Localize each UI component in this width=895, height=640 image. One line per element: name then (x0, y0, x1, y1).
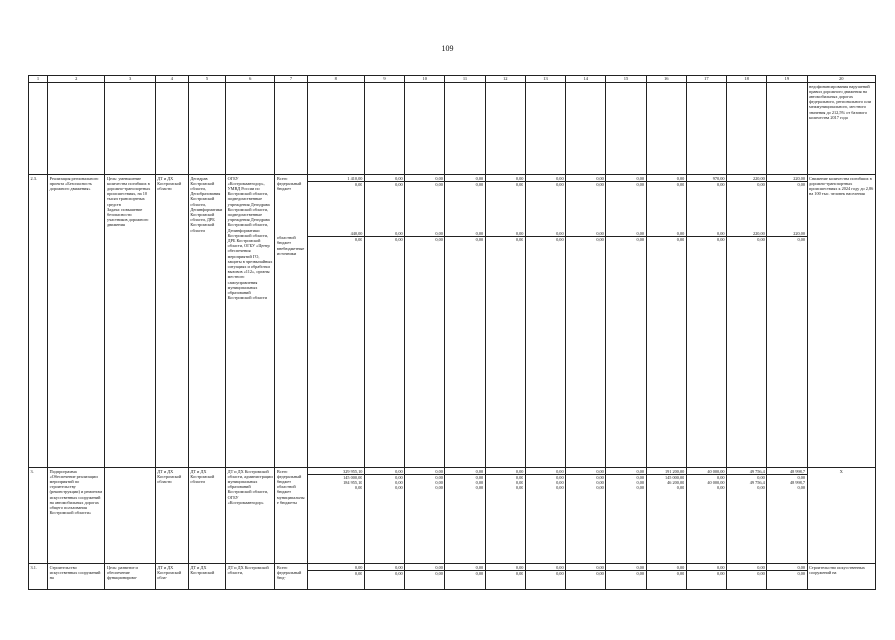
value-cell-col-18 (727, 175, 767, 468)
value: 0,00 (405, 231, 444, 237)
column-number-row (29, 76, 876, 83)
result-text: недофинансирования нарушений правил дорожного движения на автомобильных дорогах федерального, регионального или межмуниципального, местного значения до 212,5% от базового количества 2017 года (807, 83, 875, 175)
value: 0,00 (486, 176, 525, 182)
value: 0,00 (566, 231, 605, 237)
value-cell-col-12 (485, 468, 525, 564)
value: 0,00 (596, 479, 604, 485)
value: 0,00 (566, 469, 605, 475)
value: 0,00 (676, 485, 685, 491)
value: 0,00 (757, 474, 765, 480)
value-cell-col-9 (364, 175, 404, 468)
value-cell-col-17 (686, 175, 726, 468)
value-cell-col-13 (525, 175, 565, 468)
value: 0,00 (405, 469, 444, 475)
value: 0,00 (797, 474, 806, 480)
value: 49 756,4 (749, 479, 765, 485)
value: 0,00 (475, 485, 484, 491)
task-text: Задача: повышение безопасности участников дорожного движения (106, 206, 149, 228)
measure-name: Реализация регионального проекта «Безопасность дорожного движения» (48, 175, 105, 468)
value: 0,00 (797, 485, 806, 491)
value: 0,00 (606, 469, 645, 475)
value: 46 200,00 (667, 479, 685, 485)
value-cell-col-11 (445, 175, 485, 468)
value-cell-col-16 (646, 468, 686, 564)
executor: ДТ и ДХ Костромской (188, 564, 225, 590)
value: 0,00 (596, 570, 604, 576)
value: 0,00 (475, 181, 484, 187)
value: 48 998,7 (767, 469, 806, 475)
value-cell-col-8 (307, 468, 364, 564)
value: 0,00 (515, 181, 524, 187)
coexecutor: ДТ и ДХ Костромской области (155, 468, 188, 564)
value: 0,00 (486, 565, 525, 571)
value-cell-col-16 (646, 175, 686, 468)
row-number: 3. (29, 468, 48, 564)
value-cell-col-10 (405, 175, 445, 468)
value: 0,00 (445, 231, 484, 237)
result-text: X (807, 468, 875, 564)
column-number: 5 (188, 76, 225, 83)
row-3 (29, 468, 876, 564)
value: 191 200,00 (647, 469, 686, 475)
value: 220,00 (767, 176, 806, 182)
value: 0,00 (435, 570, 443, 576)
value-cell-col-13 (525, 564, 565, 590)
value: 0,00 (687, 231, 726, 237)
source-label: федеральный бюджет (276, 180, 302, 191)
value: 0,00 (596, 237, 604, 243)
goal-task: Цель: развитие и обеспечение функционирова- (105, 564, 155, 590)
value-cell-col-13 (525, 468, 565, 564)
value: 0,00 (365, 565, 404, 571)
value: 0,00 (354, 485, 363, 491)
participants: ДТ и ДХ Костромской области, администрации муниципальных образований Костромской области, ОГБУ «Костромаавтодор» (226, 468, 275, 564)
column-number: 19 (767, 76, 807, 83)
value-cell-col-19 (767, 175, 807, 468)
value: 0,00 (395, 474, 403, 480)
column-number: 12 (485, 76, 525, 83)
value: 0,00 (556, 237, 564, 243)
value: 0,00 (606, 176, 645, 182)
value: 0,00 (757, 485, 765, 491)
value: 0,00 (475, 474, 484, 480)
value: 145 000,00 (343, 474, 363, 480)
page-number: 109 (441, 44, 454, 53)
value: 1 410,00 (308, 176, 364, 182)
value: 0,00 (566, 565, 605, 571)
source-label: федеральный бюджет (276, 473, 302, 484)
row-number: 3.1. (29, 564, 48, 590)
value: 0,00 (647, 565, 686, 571)
value: 0,00 (636, 570, 645, 576)
value-cell-col-15 (606, 175, 646, 468)
value: 0,00 (636, 485, 645, 491)
goal-text: Цель: уменьшение количества погибших в дорожно-транспортных происшествиях, на 10 тысяч транспортных средств (106, 175, 151, 207)
value: 0,00 (556, 570, 564, 576)
value-cell-col-9 (364, 468, 404, 564)
value: 0,00 (757, 237, 765, 243)
value: 0,00 (556, 181, 564, 187)
value-cell-col-16 (646, 564, 686, 590)
value: 0,00 (354, 570, 363, 576)
measure-name: Строительство искусственных сооружений на (48, 564, 105, 590)
value-cell-col-8 (307, 175, 364, 468)
value: 0,00 (636, 474, 645, 480)
value: 220,00 (767, 231, 806, 237)
column-number: 8 (307, 76, 364, 83)
value: 0,00 (647, 231, 686, 237)
column-number: 4 (155, 76, 188, 83)
column-number: 11 (445, 76, 485, 83)
value-cell-col-14 (566, 175, 606, 468)
value: 0,00 (445, 469, 484, 475)
column-number: 6 (226, 76, 275, 83)
value: 0,00 (365, 469, 404, 475)
value: 0,00 (757, 570, 765, 576)
value: 0,00 (405, 176, 444, 182)
column-number: 14 (566, 76, 606, 83)
column-number: 3 (105, 76, 155, 83)
value: 0,00 (475, 479, 484, 485)
value: 0,00 (354, 181, 363, 187)
value-cell-col-17 (686, 564, 726, 590)
column-number: 15 (606, 76, 646, 83)
value-cell-col-17 (686, 468, 726, 564)
column-number: 17 (686, 76, 726, 83)
value: 0,00 (797, 237, 806, 243)
value: 0,00 (405, 565, 444, 571)
source-label: Всего (276, 564, 288, 570)
value-cell-col-11 (445, 564, 485, 590)
value-cell-col-12 (485, 175, 525, 468)
source-label: областной бюджет (276, 235, 296, 246)
value: 0,00 (717, 485, 725, 491)
value: 0,00 (797, 570, 806, 576)
value: 0,00 (526, 231, 565, 237)
source-label: муниципальные бюджеты (276, 494, 305, 505)
value: 329 955,10 (308, 469, 364, 475)
value: 0,00 (475, 570, 484, 576)
value: 0,00 (757, 181, 765, 187)
value: 0,00 (435, 479, 443, 485)
value-cell-col-14 (566, 468, 606, 564)
value: 0,00 (526, 469, 565, 475)
value: 145 000,00 (664, 474, 685, 480)
value-cell-col-10 (405, 564, 445, 590)
value: 0,00 (308, 565, 364, 571)
value: 0,00 (445, 565, 484, 571)
executor: ДТ и ДХ Костромской области (188, 468, 225, 564)
value: 0,00 (526, 565, 565, 571)
value: 0,00 (636, 181, 645, 187)
value: 0,00 (687, 565, 726, 571)
value: 0,00 (636, 237, 645, 243)
row-number: 2.3. (29, 175, 48, 468)
value: 0,00 (566, 176, 605, 182)
value: 0,00 (395, 181, 403, 187)
source-label: внебюджетные источники (276, 245, 305, 256)
value: 0,00 (717, 181, 725, 187)
value-cell-col-9 (364, 564, 404, 590)
value: 0,00 (596, 485, 604, 491)
value: 0,00 (515, 485, 524, 491)
row-3-1 (29, 564, 876, 590)
column-number: 10 (405, 76, 445, 83)
value: 0,00 (676, 570, 685, 576)
value: 0,00 (475, 237, 484, 243)
value: 49 756,4 (727, 469, 766, 475)
value: 0,00 (515, 237, 524, 243)
source-label: Всего (276, 175, 288, 181)
value-cell-col-15 (606, 468, 646, 564)
value: 0,00 (515, 570, 524, 576)
value: 0,00 (486, 231, 525, 237)
coexecutor: ДТ и ДХ Костромской области (155, 175, 188, 468)
value: 0,00 (727, 565, 766, 571)
value: 0,00 (486, 469, 525, 475)
value: 0,00 (515, 479, 524, 485)
value: 440,00 (308, 231, 364, 237)
value: 0,00 (395, 485, 403, 491)
value: 220,00 (727, 231, 766, 237)
coexecutor: ДТ и ДХ Костромской обла- (155, 564, 188, 590)
value: 0,00 (354, 237, 363, 243)
value: 0,00 (556, 474, 564, 480)
value-cell-col-15 (606, 564, 646, 590)
value: 0,00 (596, 181, 604, 187)
result-text: Строительство искусственных сооружений на (807, 564, 875, 590)
source-label: федеральный бюд- (276, 569, 302, 580)
funding-sources (275, 564, 307, 590)
goal-task (105, 468, 155, 564)
program-table (28, 75, 876, 590)
value: 0,00 (515, 474, 524, 480)
source-label: Всего (276, 468, 288, 474)
column-number: 18 (727, 76, 767, 83)
value: 48 998,7 (789, 479, 806, 485)
value: 220,00 (727, 176, 766, 182)
column-number: 2 (48, 76, 105, 83)
value: 40 000,00 (687, 469, 726, 475)
value: 0,00 (717, 237, 725, 243)
value: 0,00 (797, 181, 806, 187)
column-number: 1 (29, 76, 48, 83)
value: 0,00 (606, 231, 645, 237)
goal-task (105, 175, 155, 468)
value-cell-col-8 (307, 564, 364, 590)
row-2-3 (29, 175, 876, 468)
value: 0,00 (676, 181, 685, 187)
value: 0,00 (556, 485, 564, 491)
value-cell-col-14 (566, 564, 606, 590)
value: 0,00 (435, 474, 443, 480)
value: 0,00 (596, 474, 604, 480)
value: 0,00 (636, 479, 645, 485)
value: 0,00 (556, 479, 564, 485)
value: 0,00 (435, 485, 443, 491)
result-text: Снижение количества погибших в дорожно-транспортных происшествиях к 2024 году до 2,86 на 100 тыс. человек населения (807, 175, 875, 468)
value: 0,00 (717, 474, 725, 480)
value: 0,00 (445, 176, 484, 182)
value: 40 000,00 (707, 479, 725, 485)
value: 0,00 (365, 176, 404, 182)
funding-sources (275, 175, 307, 468)
value-cell-col-18 (727, 468, 767, 564)
value-cell-col-19 (767, 564, 807, 590)
value: 0,00 (365, 231, 404, 237)
measure-name: Подпрограмма «Обеспечение реализации мероприятий по строительству (реконструкции) и ремонтам искусственных сооружений на автомобильных дорогах общего пользования Костромской области» (48, 468, 105, 564)
value-cell-col-18 (727, 564, 767, 590)
value: 970,00 (687, 176, 726, 182)
value-cell-col-10 (405, 468, 445, 564)
value-cell-col-19 (767, 468, 807, 564)
value: 0,00 (676, 237, 685, 243)
value: 0,00 (395, 237, 403, 243)
value: 0,00 (395, 570, 403, 576)
column-number: 20 (807, 76, 875, 83)
value: 0,00 (717, 570, 725, 576)
column-number: 7 (275, 76, 307, 83)
value-cell-col-12 (485, 564, 525, 590)
value: 0,00 (647, 176, 686, 182)
continuation-row (29, 83, 876, 175)
value: 0,00 (435, 237, 443, 243)
value-cell-col-11 (445, 468, 485, 564)
value: 184 955,10 (343, 479, 363, 485)
source-label: областной бюджет (276, 484, 296, 495)
column-number: 9 (364, 76, 404, 83)
value: 0,00 (435, 181, 443, 187)
value: 0,00 (395, 479, 403, 485)
value: 0,00 (526, 176, 565, 182)
value: 0,00 (606, 565, 645, 571)
column-number: 13 (525, 76, 565, 83)
executor: Депздрав Костромской области, Депобразования Костромской области, Депинформатики Костромской области, ДРБ Костромской области (188, 175, 225, 468)
column-number: 16 (646, 76, 686, 83)
participants: ДТ и ДХ Костромской области, (226, 564, 275, 590)
value: 0,00 (767, 565, 806, 571)
funding-sources (275, 468, 307, 564)
participants: ОГБУ «Костромаавтодор», УМВД России по Костромской области, подведомственные учреждения Депздрава Костромской области, подведомственные учреждения Депздрава Костромской области, Депинформатики Костромской области, ДРБ Костромской области, ОГБУ «Центр обеспечения мероприятий ГО, защиты в чрезвычайных ситуациях и обработки вызовов «112», органы местного самоуправления муниципальных образований Костромской области (226, 175, 275, 468)
